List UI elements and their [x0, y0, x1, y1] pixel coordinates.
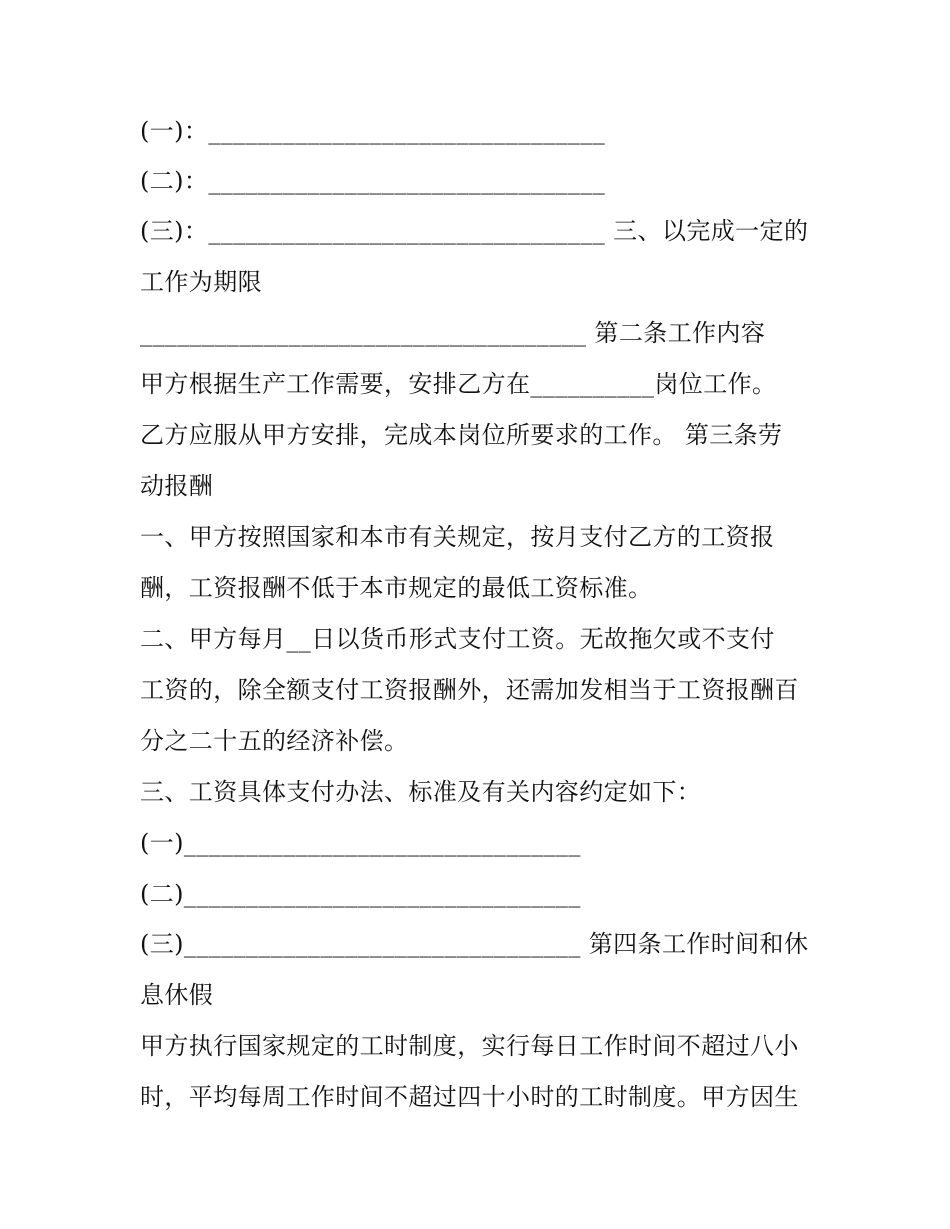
text-line-2: (二)：________________________________ [140, 167, 606, 195]
text-line-7: 乙方应服从甲方安排，完成本岗位所要求的工作。 第三条劳 [140, 421, 783, 449]
text-line-4: 工作为期限 [140, 268, 262, 296]
text-line-17: (三)________________________________ 第四条工作时间和休 [140, 930, 809, 958]
text-line-6: 甲方根据生产工作需要，安排乙方在__________岗位工作。 [140, 370, 777, 398]
text-line-3: (三)：________________________________ 三、以完成一定的 [140, 217, 809, 245]
text-line-11: 二、甲方每月__日以货币形式支付工资。无故拖欠或不支付 [140, 625, 775, 653]
text-line-5: ____________________________________ 第二条工作内容 [140, 319, 766, 347]
text-line-20: 时，平均每周工作时间不超过四十小时的工时制度。甲方因生 [140, 1083, 799, 1111]
text-line-16: (二)________________________________ [140, 880, 581, 908]
text-line-8: 动报酬 [140, 472, 214, 500]
text-line-9: 一、甲方按照国家和本市有关规定，按月支付乙方的工资报 [140, 523, 775, 551]
text-line-15: (一)________________________________ [140, 829, 581, 857]
text-line-10: 酬，工资报酬不低于本市规定的最低工资标准。 [140, 574, 653, 602]
text-line-1: (一)：________________________________ [140, 117, 606, 145]
text-line-18: 息休假 [140, 981, 214, 1009]
text-line-13: 分之二十五的经济补偿。 [140, 727, 409, 755]
text-line-12: 工资的，除全额支付工资报酬外，还需加发相当于工资报酬百 [140, 676, 799, 704]
text-line-14: 三、工资具体支付办法、标准及有关内容约定如下： [140, 778, 702, 806]
text-line-19: 甲方执行国家规定的工时制度，实行每日工作时间不超过八小 [140, 1032, 799, 1060]
